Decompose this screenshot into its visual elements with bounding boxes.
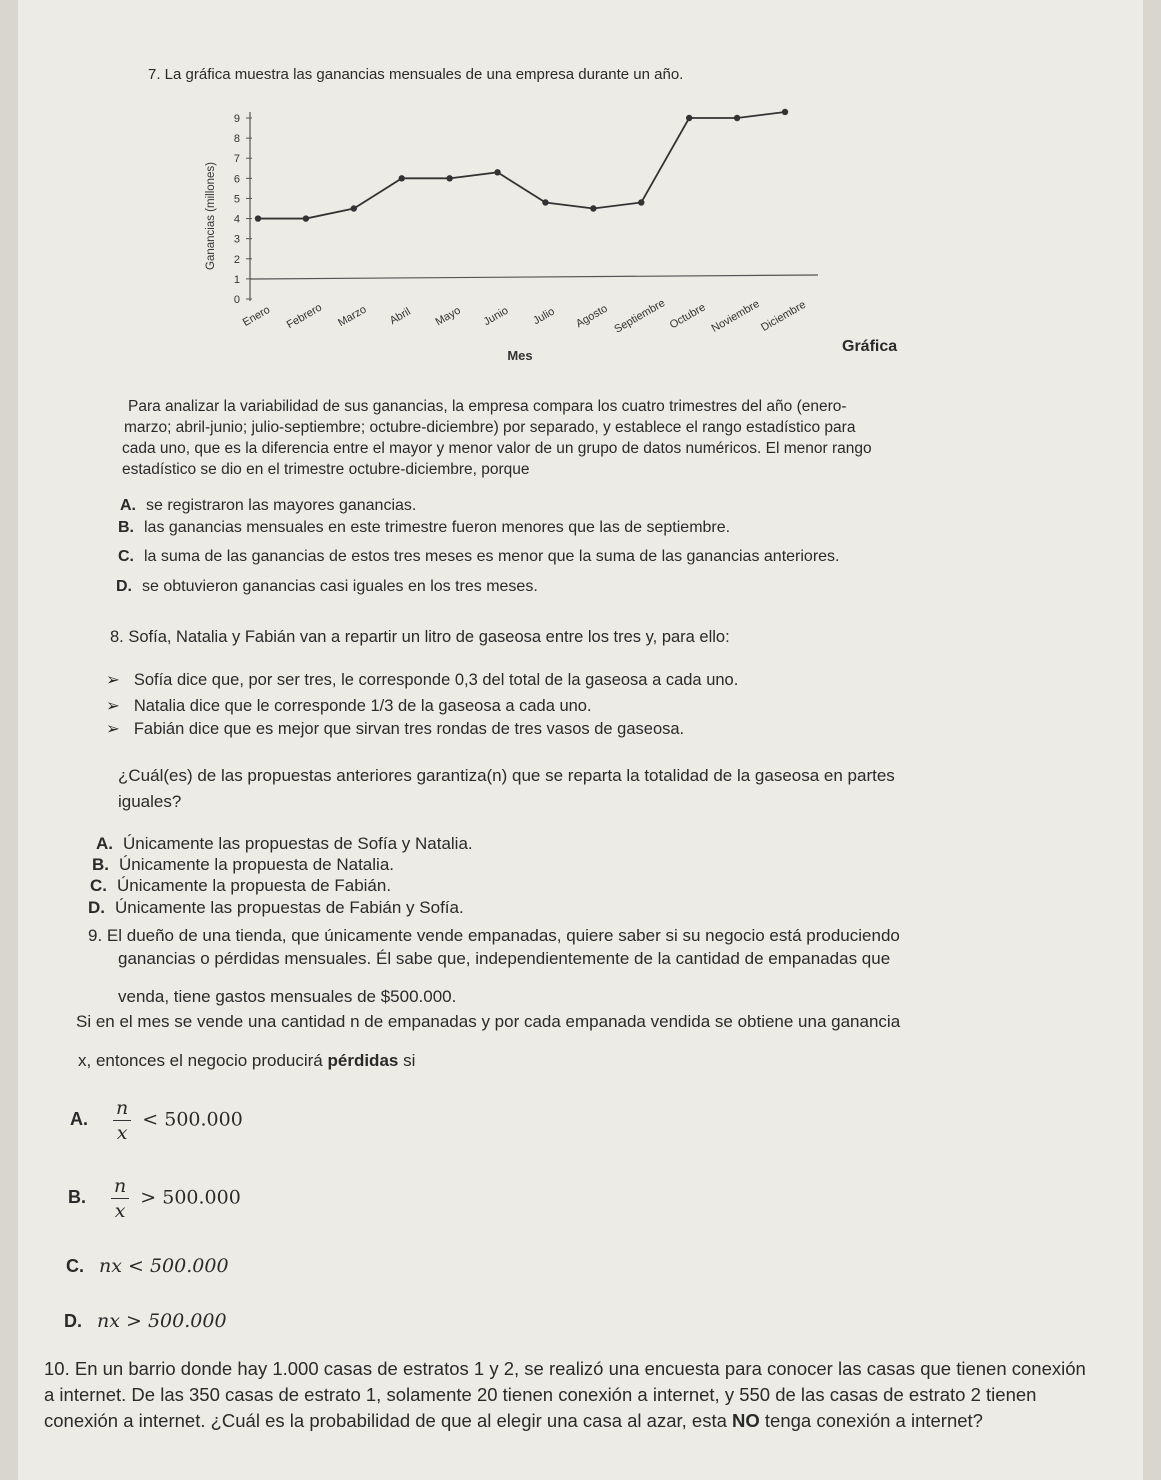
x-tick-label: Enero	[240, 303, 273, 329]
q7-paragraph-line-1: Para analizar la variabilidad de sus ganancias, la empresa compara los cuatro trimestres del año (enero-	[128, 398, 847, 415]
q9-line-5-end: si	[398, 1051, 416, 1070]
numerator: n	[111, 1176, 129, 1199]
q9-line-4: Si en el mes se vende una cantidad n de empanadas y por cada empanada vendida se obtiene una ganancia	[76, 1012, 901, 1031]
option-letter: D.	[88, 898, 105, 917]
option-text: Únicamente las propuestas de Sofía y Natalia.	[123, 834, 473, 853]
relation: > 500.000	[140, 1186, 241, 1209]
q9-line-5	[78, 1051, 415, 1071]
data-point	[494, 169, 500, 175]
question-7-title: 7. La gráfica muestra las ganancias mensuales de una empresa durante un año.	[148, 66, 684, 83]
denominator: x	[114, 1200, 126, 1222]
q9-line-2: ganancias o pérdidas mensuales. Él sabe que, independientemente de la cantidad de empanadas que	[118, 949, 891, 968]
denominator: x	[116, 1122, 128, 1144]
data-point	[351, 205, 357, 211]
option-text: Únicamente las propuestas de Fabián y Sofía.	[115, 898, 464, 917]
fraction	[111, 1176, 129, 1221]
q9-line-5-start: x, entonces el negocio producirá	[78, 1051, 328, 1070]
y-tick-label: 1	[233, 273, 240, 286]
option-letter: C.	[66, 1256, 84, 1276]
x-tick-label: Junio	[481, 304, 511, 329]
q8-bullet-fabian	[106, 719, 684, 739]
option-letter: D.	[64, 1311, 82, 1331]
x-tick-label: Agosto	[574, 302, 610, 331]
x-tick-label: Noviembre	[709, 297, 762, 335]
q9-option-b[interactable]	[68, 1176, 241, 1221]
bullet-arrow-icon: ➢	[106, 671, 120, 689]
bullet-text: Fabián dice que es mejor que sirvan tres rondas de tres vasos de gaseosa.	[133, 720, 685, 738]
y-tick-label: 6	[233, 173, 240, 186]
question-8-intro: 8. Sofía, Natalia y Fabián van a repartir un litro de gaseosa entre los tres y, para ello:	[110, 628, 730, 646]
data-point	[734, 115, 740, 121]
data-point	[255, 215, 261, 221]
bullet-arrow-icon: ➢	[106, 720, 120, 738]
q8-bullet-sofia	[106, 670, 738, 690]
profit-line-chart	[0, 0, 1161, 370]
q8-option-d[interactable]	[88, 898, 464, 918]
x-tick-label: Diciembre	[759, 298, 808, 334]
q7-option-d[interactable]	[116, 578, 538, 596]
option-letter: A.	[96, 834, 113, 853]
y-tick-label: 3	[233, 233, 240, 246]
x-axis-line	[250, 275, 818, 279]
option-letter: B.	[118, 519, 134, 536]
q10-text-bold: NO	[732, 1410, 760, 1431]
data-point	[638, 199, 644, 205]
y-axis-title: Ganancias (millones)	[205, 161, 217, 271]
q8-option-b[interactable]	[92, 855, 394, 875]
x-tick-label: Marzo	[336, 303, 369, 330]
numerator: n	[113, 1098, 131, 1121]
q8-bullet-natalia	[106, 696, 592, 716]
option-letter: A.	[70, 1109, 88, 1130]
q7-option-a[interactable]	[120, 497, 416, 515]
q8-question-line-2: iguales?	[118, 792, 182, 811]
q9-line-5-bold: pérdidas	[327, 1051, 399, 1070]
q8-question-line-1: ¿Cuál(es) de las propuestas anteriores garantiza(n) que se reparta la totalidad de la gaseosa en partes	[118, 766, 895, 785]
option-letter: C.	[118, 548, 134, 565]
option-letter: B.	[92, 855, 109, 874]
q9-option-a[interactable]	[70, 1098, 243, 1143]
x-tick-label: Julio	[531, 305, 557, 328]
bullet-text: Sofía dice que, por ser tres, le corresponde 0,3 del total de la gaseosa a cada uno.	[133, 671, 739, 689]
y-tick-label: 2	[233, 253, 240, 266]
y-tick-label: 0	[233, 294, 240, 306]
x-axis-title: Mes	[507, 348, 533, 363]
y-tick-label: 7	[233, 153, 240, 166]
q7-paragraph-line-3: cada uno, que es la diferencia entre el mayor y menor valor de un grupo de datos numéricos. El menor rango	[122, 440, 872, 457]
figure-label: Gráfica	[842, 338, 898, 355]
chart-svg	[0, 0, 1161, 370]
q7-paragraph-line-4: estadístico se dio en el trimestre octubre-diciembre, porque	[122, 461, 530, 478]
data-point	[590, 205, 596, 211]
q7-paragraph-line-2: marzo; abril-junio; julio-septiembre; octubre-diciembre) por separado, y establece el rango estadístico para	[124, 419, 856, 436]
data-point	[542, 199, 548, 205]
option-text: Únicamente la propuesta de Fabián.	[117, 876, 392, 895]
q7-option-b[interactable]	[118, 519, 730, 537]
x-tick-label: Octubre	[667, 301, 708, 332]
q8-option-a[interactable]	[96, 834, 473, 854]
x-tick-label: Febrero	[284, 301, 325, 332]
y-tick-label: 8	[233, 133, 240, 146]
q8-option-c[interactable]	[90, 876, 391, 896]
y-tick-label: 5	[233, 193, 240, 206]
question-10	[44, 1356, 1089, 1434]
q9-option-c[interactable]	[66, 1255, 229, 1277]
data-point	[303, 215, 309, 221]
data-point	[446, 175, 452, 181]
q10-text-part-1: 10. En un barrio donde hay 1.000 casas de estratos 1 y 2, se realizó una encuesta para conocer las casas que tienen conexión a internet. De las 350 casas de estrato 1, solamente 20 tienen conexión a internet, y 550 de las casas de estrato 2 tienen conexión a internet. ¿Cuál es la probabilidad de que al elegir una casa al azar, esta	[44, 1358, 1086, 1431]
relation: < 500.000	[142, 1108, 243, 1131]
y-tick-label: 4	[233, 213, 240, 226]
option-text: Únicamente la propuesta de Natalia.	[119, 855, 394, 874]
q10-text-part-2: tenga conexión a internet?	[759, 1410, 983, 1431]
option-letter: A.	[120, 497, 136, 514]
option-letter: C.	[90, 876, 107, 895]
option-text: se obtuvieron ganancias casi iguales en los tres meses.	[142, 578, 538, 595]
data-point	[782, 109, 788, 115]
option-text: las ganancias mensuales en este trimestre fueron menores que las de septiembre.	[144, 519, 731, 536]
option-letter: B.	[68, 1187, 86, 1208]
fraction	[113, 1098, 131, 1143]
q9-line-3: venda, tiene gastos mensuales de $500.000.	[118, 987, 457, 1006]
data-point	[686, 115, 692, 121]
data-point	[399, 175, 405, 181]
y-tick-label: 9	[233, 113, 240, 125]
x-tick-label: Septiembre	[612, 297, 668, 336]
q7-option-c[interactable]	[118, 548, 840, 566]
option-text: la suma de las ganancias de estos tres meses es menor que la suma de las ganancias anteriores.	[144, 548, 840, 565]
series-line	[258, 112, 785, 219]
expression: nx < 500.000	[99, 1255, 229, 1277]
option-letter: D.	[116, 578, 132, 595]
bullet-text: Natalia dice que le corresponde 1/3 de la gaseosa a cada uno.	[133, 697, 592, 715]
option-text: se registraron las mayores ganancias.	[146, 497, 417, 514]
x-tick-label: Mayo	[433, 304, 463, 329]
expression: nx > 500.000	[97, 1310, 227, 1332]
q9-line-1: 9. El dueño de una tienda, que únicamente vende empanadas, quiere saber si su negocio está produciendo	[88, 926, 900, 945]
bullet-arrow-icon: ➢	[106, 697, 120, 715]
x-tick-label: Abril	[387, 305, 413, 328]
q9-option-d[interactable]	[64, 1310, 227, 1332]
